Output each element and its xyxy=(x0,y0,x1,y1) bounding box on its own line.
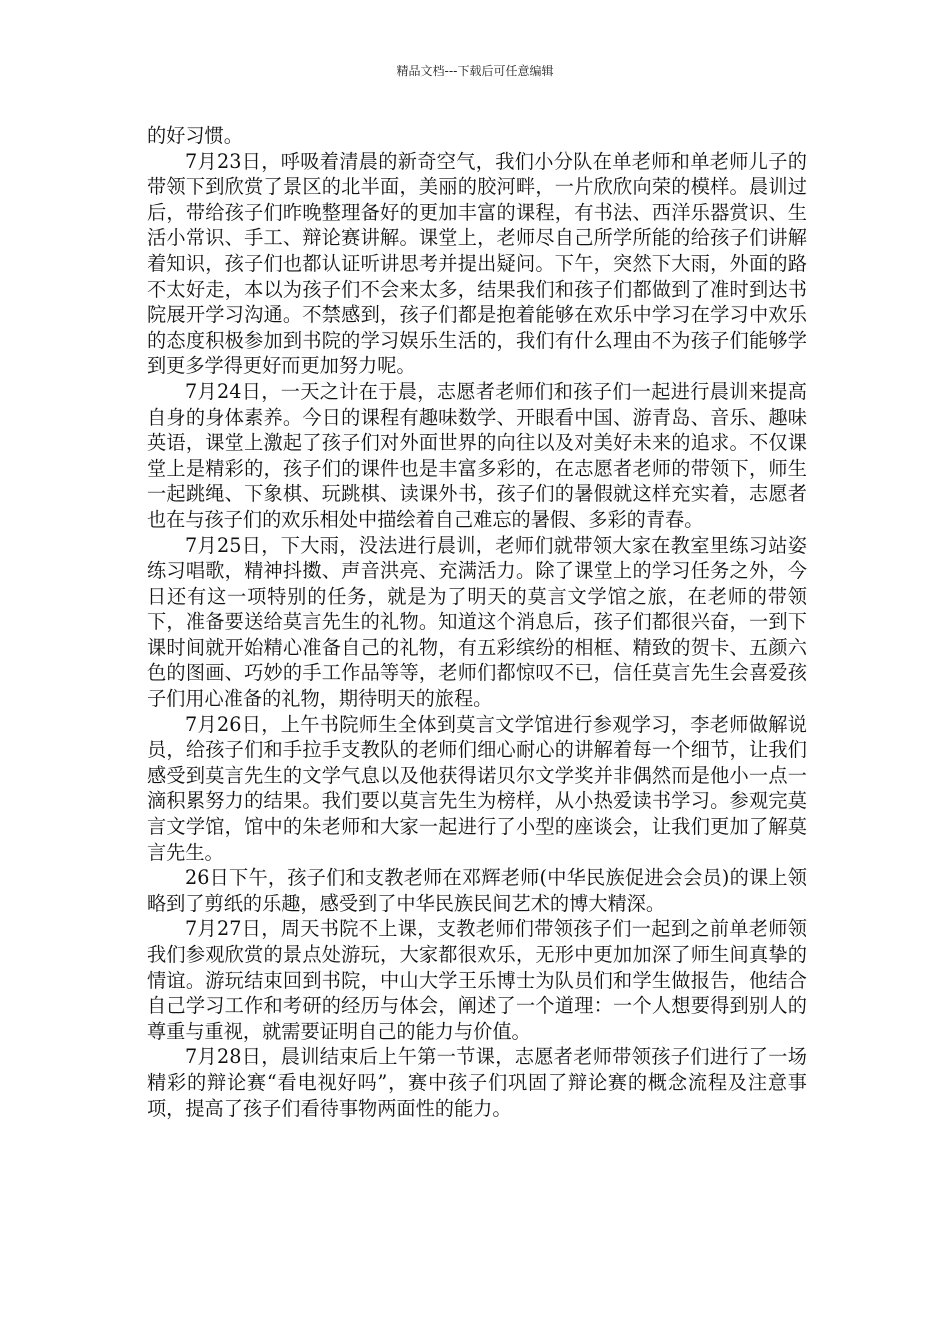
paragraph-july-26: 7月26日，上午书院师生全体到莫言文学馆进行参观学习，李老师做解说员，给孩子们和手拉手支教队的老师们细心耐心的讲解着每一个细节，让我们感受到莫言先生的文学气息以及他获得诺贝尔文学奖并非偶然而是他小一点一滴积累努力的结果。我们要以莫言先生为榜样，从小热爱读书学习。参观完莫言文学馆，馆中的朱老师和大家一起进行了小型的座谈会，让我们更加了解莫言先生。 xyxy=(147,712,807,864)
paragraph-continuation: 的好习惯。 xyxy=(147,124,243,147)
paragraph-july-23: 7月23日，呼吸着清晨的新奇空气，我们小分队在单老师和单老师儿子的带领下到欣赏了景区的北半面，美丽的胶河畔，一片欣欣向荣的模样。晨训过后，带给孩子们昨晚整理备好的更加丰富的课程，有书法、西洋乐器赏识、生活小常识、手工、辩论赛讲解。课堂上，老师尽自己所学所能的给孩子们讲解着知识，孩子们也都认证听讲思考并提出疑问。下午，突然下大雨，外面的路不太好走，本以为孩子们不会来太多，结果我们和孩子们都做到了准时到达书院展开学习沟通。不禁感到，孩子们都是抱着能够在欢乐中学习在学习中欢乐的态度积极参加到书院的学习娱乐生活的，我们有什么理由不为孩子们能够学到更多学得更好而更加努力呢。 xyxy=(147,149,807,378)
page-header: 精品文档---下载后可任意编辑 xyxy=(396,64,554,78)
paragraph-26-afternoon: 26日下午，孩子们和支教老师在邓辉老师(中华民族促进会会员)的课上领略到了剪纸的乐趣，感受到了中华民族民间艺术的博大精深。 xyxy=(147,866,807,915)
document-body xyxy=(147,123,807,1121)
paragraph-july-25: 7月25日，下大雨，没法进行晨训，老师们就带领大家在教室里练习站姿练习唱歌，精神抖擞、声音洪亮、充满活力。除了课堂上的学习任务之外，今日还有这一项特别的任务，就是为了明天的莫言文学馆之旅，在老师的带领下，准备要送给莫言先生的礼物。知道这个消息后，孩子们都很兴奋，一到下课时间就开始精心准备自己的礼物，有五彩缤纷的相框、精致的贺卡、五颜六色的图画、巧妙的手工作品等等，老师们都惊叹不已，信任莫言先生会喜爱孩子们用心准备的礼物，期待明天的旅程。 xyxy=(147,533,807,711)
paragraph-july-28: 7月28日，晨训结束后上午第一节课，志愿者老师带领孩子们进行了一场精彩的辩论赛“看电视好吗”，赛中孩子们巩固了辩论赛的概念流程及注意事项，提高了孩子们看待事物两面性的能力。 xyxy=(147,1045,807,1120)
paragraph-july-24: 7月24日，一天之计在于晨，志愿者老师们和孩子们一起进行晨训来提高自身的身体素养。今日的课程有趣味数学、开眼看中国、游青岛、音乐、趣味英语，课堂上激起了孩子们对外面世界的向往以及对美好未来的追求。不仅课堂上是精彩的，孩子们的课件也是丰富多彩的，在志愿者老师的带领下，师生一起跳绳、下象棋、玩跳棋、读课外书，孩子们的暑假就这样充实着，志愿者也在与孩子们的欢乐相处中描绘着自己难忘的暑假、多彩的青春。 xyxy=(147,379,807,531)
paragraph-july-27: 7月27日，周天书院不上课，支教老师们带领孩子们一起到之前单老师领我们参观欣赏的景点处游玩，大家都很欢乐，无形中更加加深了师生间真挚的情谊。游玩结束回到书院，中山大学王乐博士为队员们和学生做报告，他结合自己学习工作和考研的经历与体会，阐述了一个道理：一个人想要得到别人的尊重与重视，就需要证明自己的能力与价值。 xyxy=(147,917,807,1043)
